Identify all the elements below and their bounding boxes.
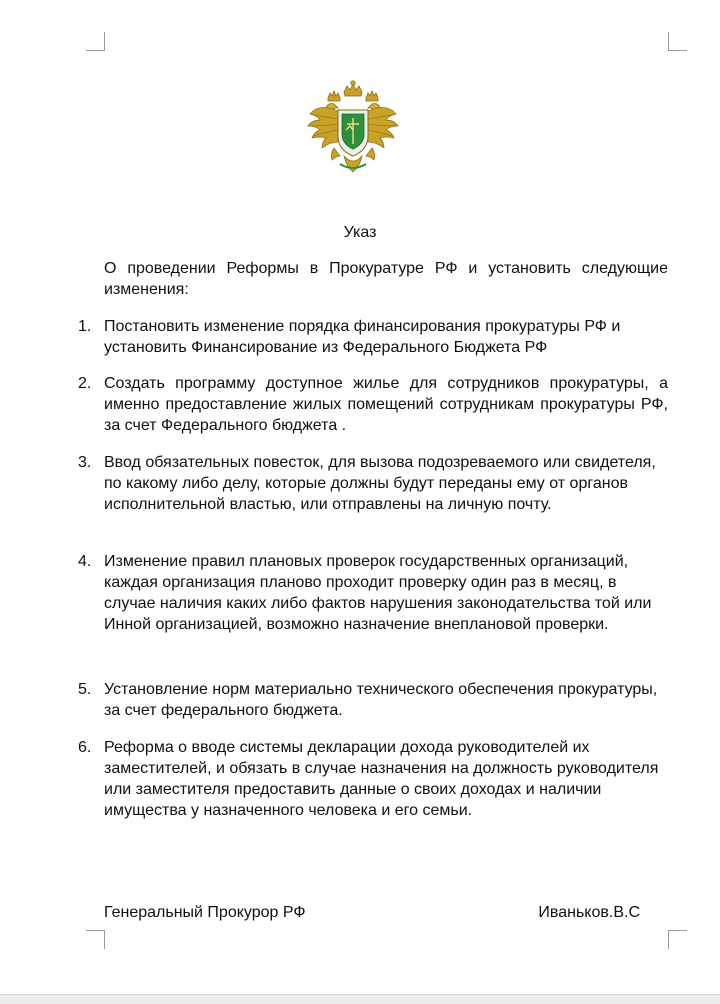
list-item: [78, 737, 668, 821]
list-item-text: Реформа о вводе системы декларации дохода руководителей их заместителей, и обязать в случае назначения на должность руководителя или заместителя предоставить данные о своих доходах и наличии имущества у назначенного человека и его семьи.: [104, 739, 659, 819]
list-item-text: Постановить изменение порядка финансирования прокуратуры РФ и установить Финансирование из Федерального Бюджета РФ: [104, 318, 621, 356]
list-item-number: 4.: [78, 553, 92, 570]
page-corner-mark-bottom-right: [668, 930, 687, 949]
list-item: [78, 316, 668, 358]
list-item: [78, 679, 668, 721]
document-intro: О проведении Реформы в Прокуратуре РФ и установить следующие изменения:: [104, 260, 668, 298]
list-item-number: 1.: [78, 318, 92, 335]
list-item-number: 3.: [78, 454, 92, 471]
signature-position: Генеральный Прокурор РФ: [104, 904, 306, 921]
signature-name: Иваньков.В.С: [538, 904, 640, 921]
list-item-text: Установление норм материально технического обеспечения прокуратуры, за счет федерального бюджета.: [104, 681, 658, 719]
list-item: [78, 551, 668, 635]
page-corner-mark-bottom-left: [86, 930, 105, 949]
list-item-number: 6.: [78, 739, 92, 756]
list-item: [78, 373, 668, 436]
page-corner-mark-top-left: [86, 32, 105, 51]
list-item-number: 5.: [78, 681, 92, 698]
page-corner-mark-top-right: [668, 32, 687, 51]
list-item-text: Создать программу доступное жилье для сотрудников прокуратуры, а именно предоставление жилых помещений сотрудникам прокуратуры РФ, за счет Федерального бюджета .: [104, 375, 668, 434]
document-title: Указ: [343, 224, 377, 241]
list-item: [78, 452, 668, 515]
list-item-number: 2.: [78, 375, 92, 392]
list-item-text: Ввод обязательных повесток, для вызова подозреваемого или свидетеля, по какому либо делу, которые должны будут переданы ему от органов исполнительной властью, или отправлены на личную почту.: [104, 454, 656, 513]
list-item-text: Изменение правил плановых проверок государственных организаций, каждая организация планово проходит проверку один раз в месяц, в случае наличия каких либо фактов нарушения законодательства той или Инной организацией, возможно назначение внеплановой проверки.: [104, 553, 652, 633]
prosecutor-emblem-icon: [304, 78, 402, 178]
